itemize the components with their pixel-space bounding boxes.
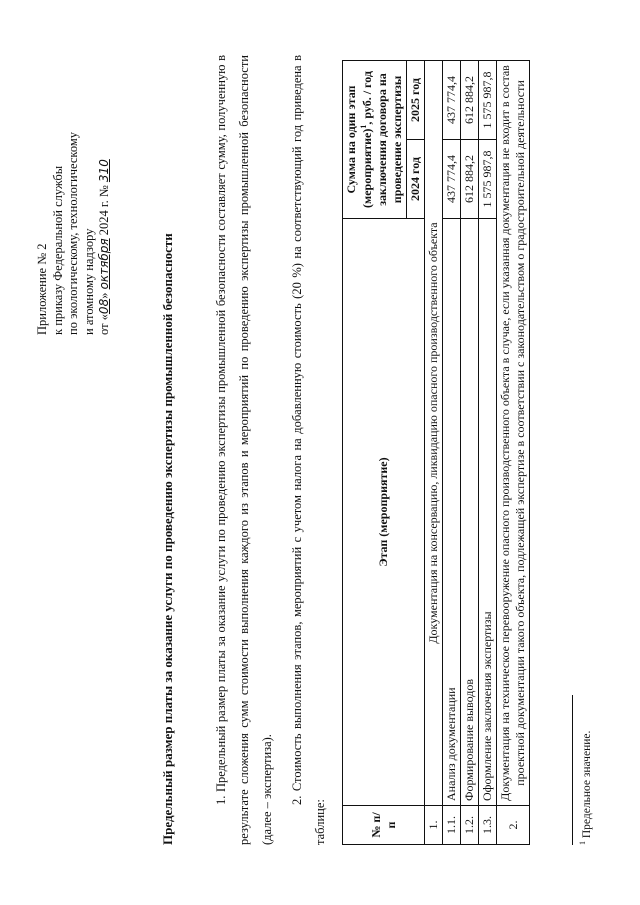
order-date-line	[97, 35, 113, 335]
table-row	[461, 61, 479, 845]
row-value-2024: 437 774,4	[443, 140, 461, 219]
table-row	[425, 61, 443, 845]
row-number: 1.1.	[443, 806, 461, 845]
appendix-block	[35, 35, 113, 335]
paragraph-2: 2. Стоимость выполнения этапов, мероприятий с учетом налога на добавленную стоимость (20 %) на соответствующий год приведена в таблице:	[290, 55, 327, 845]
order-year: 2024 г. №	[97, 182, 111, 239]
row-value-2024: 612 884,2	[461, 140, 479, 219]
header-sum-rest: , руб. / год заключения договора на проведение экспертизы	[360, 71, 404, 206]
header-number: № п/п	[343, 806, 425, 845]
document-title: Предельный размер платы за оказание услуги по проведению экспертизы промышленной безопасности	[160, 233, 175, 845]
row-stage: Анализ документации	[443, 219, 461, 806]
row-value-2024: 1 575 987,8	[479, 140, 497, 219]
handwritten-order-number: 310	[97, 159, 111, 183]
fee-table	[342, 60, 530, 845]
row-number: 2.	[497, 806, 530, 845]
header-year-2025: 2025 год	[407, 61, 425, 140]
appendix-line-2: к приказу Федеральной службы	[50, 165, 65, 335]
date-mid: »	[97, 289, 111, 299]
table-header-row	[343, 61, 407, 845]
appendix-line-1: Приложение № 2	[35, 243, 49, 335]
table-row	[443, 61, 461, 845]
header-stage: Этап (мероприятие)	[343, 219, 425, 806]
row-number: 1.3.	[479, 806, 497, 845]
footnote-ref: 1	[359, 124, 368, 129]
row-value-2025: 437 774,4	[443, 61, 461, 140]
row-stage: Документация на консервацию, ликвидацию опасного производственного объекта	[425, 61, 443, 806]
row-stage: Оформление заключения экспертизы	[479, 219, 497, 806]
row-value-2025: 1 575 987,8	[479, 61, 497, 140]
footnote-text: Предельное значение.	[580, 730, 593, 841]
paragraph-1: 1. Предельный размер платы за оказание услуги по проведению экспертизы промышленной безопасности составляет сумму, полученную в результате сложения сумм стоимости выполнения каждого из этапов и мероприятий по проведению экспертизы промышленной безопасности (далее – экспертиза).	[214, 55, 274, 845]
date-prefix: от «	[97, 314, 111, 335]
footnote-mark: 1	[578, 841, 587, 845]
footnote-separator	[572, 695, 573, 845]
table-row	[479, 61, 497, 845]
handwritten-month: октября	[97, 238, 111, 290]
handwritten-day: 08	[97, 298, 111, 315]
row-number: 1.	[425, 806, 443, 845]
appendix-line-4: и атомному надзору	[81, 228, 96, 335]
row-stage: Документация на техническое перевооружение опасного производственного объекта в случае, если указанная документация не входит в состав проектной документации такого объекта, подлежащей экспертизе в соответствии с законодательством о градостроительной деятельности	[497, 61, 530, 806]
row-stage: Формирование выводов	[461, 219, 479, 806]
appendix-line-3: по экологическому, технологическому	[66, 131, 80, 335]
row-number: 1.2.	[461, 806, 479, 845]
table-row	[497, 61, 530, 845]
header-sum	[343, 61, 407, 219]
row-value-2025: 612 884,2	[461, 61, 479, 140]
header-sum-main: Сумма на один этап (мероприятие)	[344, 85, 374, 208]
header-year-2024: 2024 год	[407, 140, 425, 219]
footnote	[578, 345, 593, 845]
